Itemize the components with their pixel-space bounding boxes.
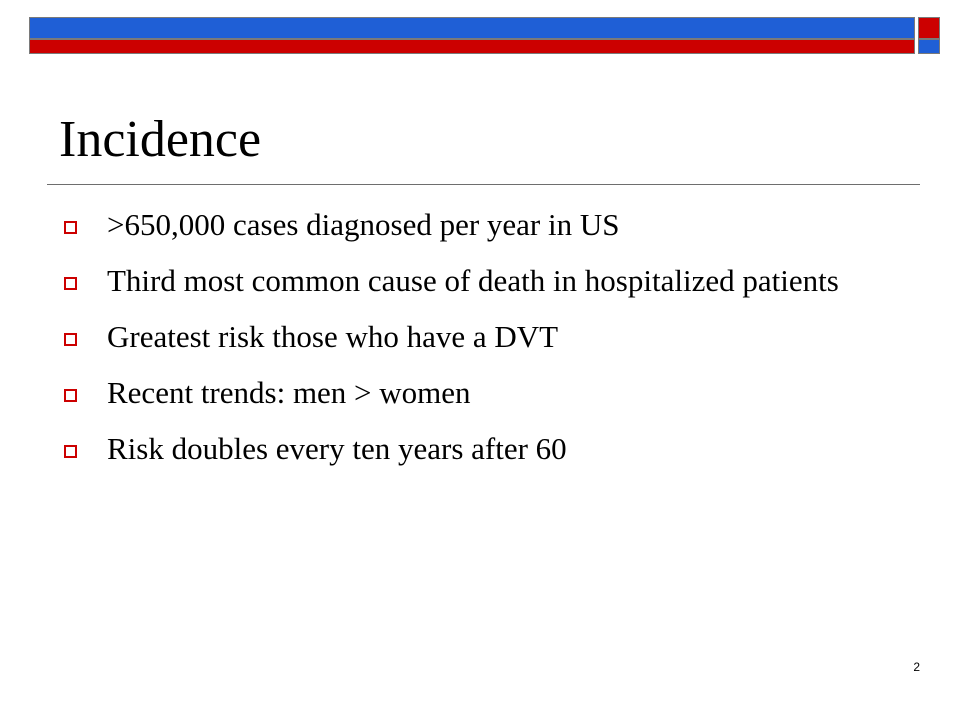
hollow-square-bullet-icon <box>64 221 77 234</box>
bullet-text: Third most common cause of death in hospitalized patients <box>107 263 839 298</box>
page-number: 2 <box>913 660 920 674</box>
bullet-list <box>64 204 884 484</box>
header-band-blue <box>29 17 915 39</box>
hollow-square-bullet-icon <box>64 333 77 346</box>
bullet-text: Risk doubles every ten years after 60 <box>107 431 567 466</box>
bullet-item <box>64 428 884 470</box>
header-band-red <box>29 39 915 54</box>
bullet-text: Recent trends: men > women <box>107 375 471 410</box>
hollow-square-bullet-icon <box>64 445 77 458</box>
bullet-item <box>64 372 884 414</box>
bullet-text: Greatest risk those who have a DVT <box>107 319 559 354</box>
bullet-item <box>64 260 884 302</box>
bullet-text: >650,000 cases diagnosed per year in US <box>107 207 620 242</box>
bullet-item <box>64 316 884 358</box>
hollow-square-bullet-icon <box>64 277 77 290</box>
header-corner-blue-square <box>918 39 940 54</box>
header-corner-red-square <box>918 17 940 39</box>
hollow-square-bullet-icon <box>64 389 77 402</box>
bullet-item <box>64 204 884 246</box>
title-divider <box>47 184 920 185</box>
slide-title: Incidence <box>59 111 262 168</box>
